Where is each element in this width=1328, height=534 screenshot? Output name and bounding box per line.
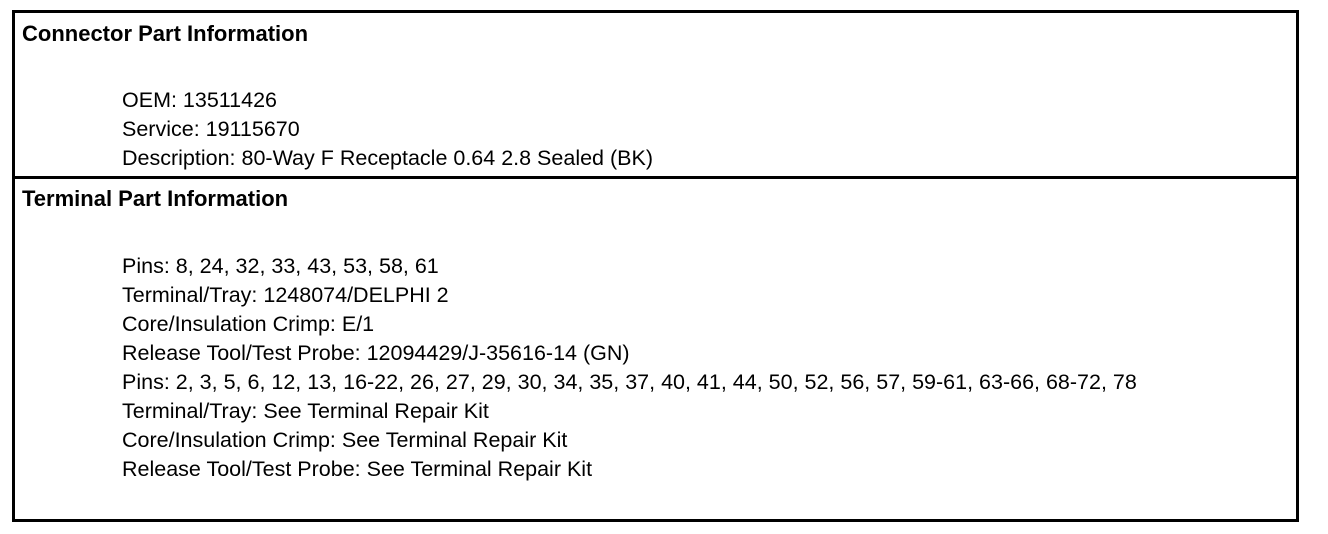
connector-service-line: Service: 19115670	[122, 117, 300, 141]
terminal-crimp-line: Core/Insulation Crimp: E/1	[122, 312, 375, 336]
terminal-detail-list	[122, 252, 1276, 484]
connector-detail-list	[122, 86, 1276, 173]
terminal-release-tool-line: Release Tool/Test Probe: 12094429/J-35616-14 (GN)	[122, 341, 630, 365]
connector-section-heading: Connector Part Information	[22, 21, 309, 46]
part-information-table	[12, 10, 1299, 522]
connector-oem-line: OEM: 13511426	[122, 88, 277, 112]
connector-description-line: Description: 80-Way F Receptacle 0.64 2.8 Sealed (BK)	[122, 146, 653, 170]
connector-part-information-section	[15, 13, 1296, 176]
terminal-tray-line: Terminal/Tray: 1248074/DELPHI 2	[122, 283, 449, 307]
terminal-pins-line: Pins: 2, 3, 5, 6, 12, 13, 16-22, 26, 27, 29, 30, 34, 35, 37, 40, 41, 44, 50, 52, 56, 57, 59-61, 63-66, 68-72, 78	[122, 370, 1137, 394]
terminal-crimp-line: Core/Insulation Crimp: See Terminal Repair Kit	[122, 428, 568, 452]
terminal-part-information-section	[15, 176, 1296, 519]
terminal-section-heading: Terminal Part Information	[22, 186, 289, 211]
terminal-release-tool-line: Release Tool/Test Probe: See Terminal Repair Kit	[122, 457, 593, 481]
terminal-pins-line: Pins: 8, 24, 32, 33, 43, 53, 58, 61	[122, 254, 439, 278]
terminal-tray-line: Terminal/Tray: See Terminal Repair Kit	[122, 399, 489, 423]
